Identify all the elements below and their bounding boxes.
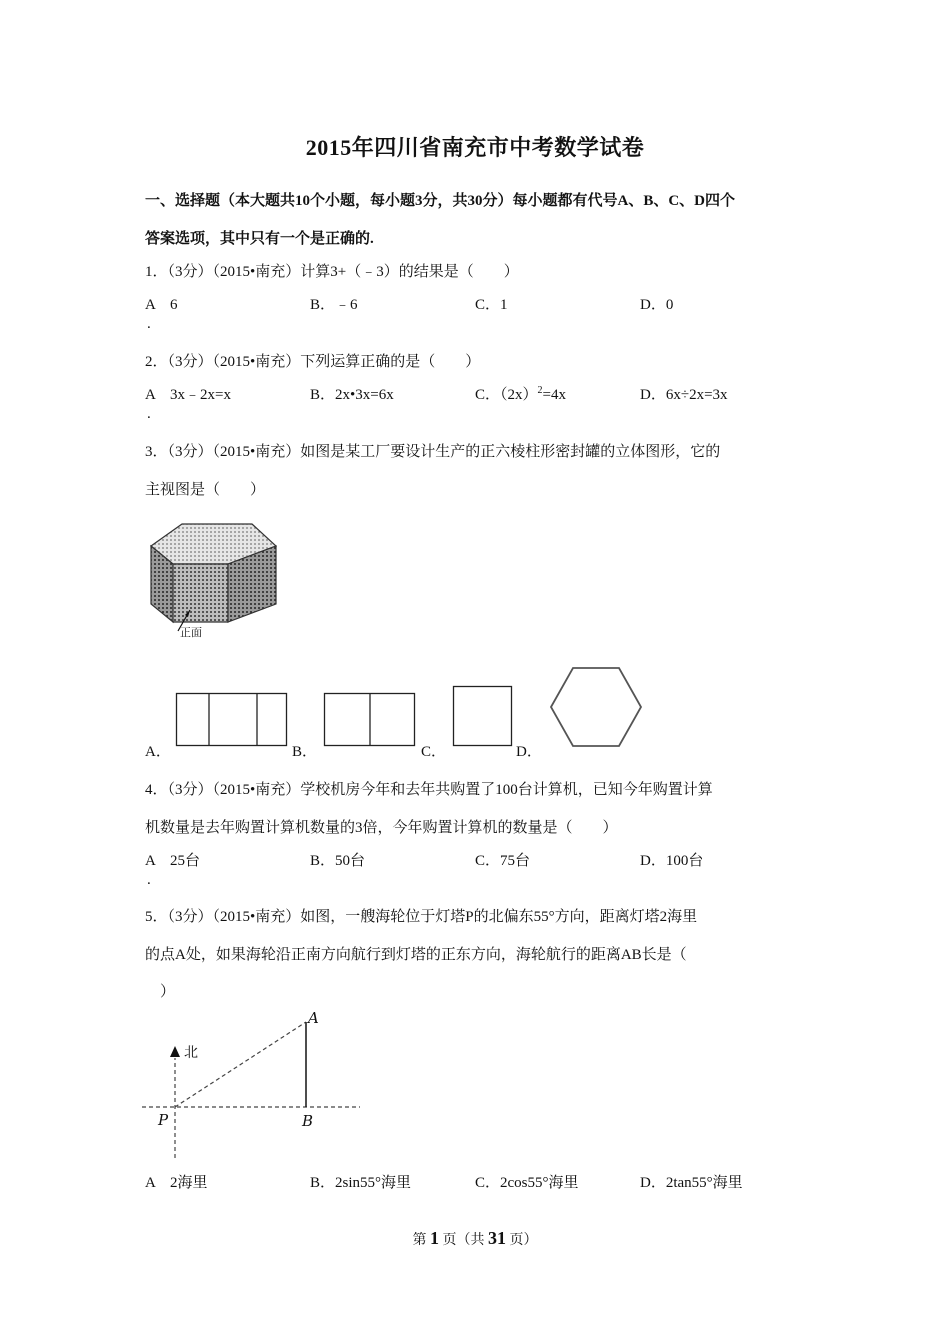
q4-option-d: D．100台 [640, 853, 704, 869]
q4-stem-line1: 4．（3分）（2015•南充）学校机房今年和去年共购置了100台计算机，已知今年购置计算 [145, 782, 713, 798]
lighthouse-direction-figure [140, 1008, 365, 1160]
point-b-label: B [302, 1112, 314, 1130]
q5-option-a: A 2海里 [145, 1175, 208, 1191]
section-heading-line1: 一、选择题（本大题共10个小题，每小题3分，共30分）每小题都有代号A、B、C、D四个 [145, 193, 736, 209]
point-a-label: A [308, 1009, 319, 1027]
q3-stem-line2: 主视图是（ ） [145, 482, 266, 498]
q5-option-d: D．2tan55°海里 [640, 1175, 743, 1191]
q2-option-c: C．$(2x)^2=4x$ [475, 385, 566, 403]
q3-option-a-figure [176, 693, 288, 747]
q4-option-b: B．50台 [310, 853, 366, 869]
q3-stem-line1: 3．（3分）（2015•南充）如图是某工厂要设计生产的正六棱柱形密封罐的立体图形，它的 [145, 444, 721, 460]
q3-option-b: B． [292, 744, 318, 760]
q3-option-d: D． [516, 744, 542, 760]
q1-option-a: A 6 [145, 297, 178, 313]
q2-option-d: D．6x÷2x=3x [640, 387, 728, 403]
total-page-count: 31 [488, 1228, 506, 1248]
front-label: 正面 [180, 626, 202, 639]
q2-option-b: B．2x•3x=6x [310, 387, 394, 403]
q4-dot: . [147, 872, 151, 888]
q1-option-c: C．1 [475, 297, 508, 313]
q4-stem-line2: 机数量是去年购置计算机数量的3倍，今年购置计算机的数量是（ ） [145, 820, 618, 836]
point-p-label: P [158, 1111, 169, 1129]
q5-stem-line3: ） [145, 984, 176, 1000]
q1-option-d: D．0 [640, 297, 674, 313]
q1-dot: . [147, 316, 151, 332]
q2-stem: 2．（3分）（2015•南充）下列运算正确的是（ ） [145, 354, 481, 370]
current-page-number: 1 [430, 1228, 439, 1248]
q3-option-c-figure [453, 686, 513, 748]
q5-stem-line1: 5．（3分）（2015•南充）如图，一艘海轮位于灯塔P的北偏东55°方向，距离灯塔2海里 [145, 909, 698, 925]
q5-stem-line2: 的点A处，如果海轮沿正南方向航行到灯塔的正东方向，海轮航行的距离AB长是（ [145, 947, 687, 963]
hexagonal-prism-figure [145, 518, 285, 643]
q5-option-c: C．2cos55°海里 [475, 1175, 579, 1191]
section-heading-line2: 答案选项，其中只有一个是正确的. [145, 231, 374, 247]
q1-stem: 1．（3分）（2015•南充）计算3+（﹣3）的结果是（ ） [145, 264, 519, 280]
north-label: 北 [184, 1045, 198, 1061]
q4-option-c: C．75台 [475, 853, 531, 869]
page-footer: 第 1 页（共 31 页） [412, 1228, 538, 1248]
q4-option-a: A 25台 [145, 853, 201, 869]
q3-option-c: C． [421, 744, 447, 760]
q2-dot: . [147, 406, 151, 422]
q5-option-b: B．2sin55°海里 [310, 1175, 412, 1191]
page-title: 2015年四川省南充市中考数学试卷 [305, 135, 645, 160]
q3-option-d-figure [549, 666, 643, 748]
q1-option-b: B．﹣6 [310, 297, 358, 313]
q3-option-a: A． [145, 744, 171, 760]
q3-option-b-figure [324, 693, 416, 747]
q2-option-a: A 3x﹣2x=x [145, 387, 231, 403]
